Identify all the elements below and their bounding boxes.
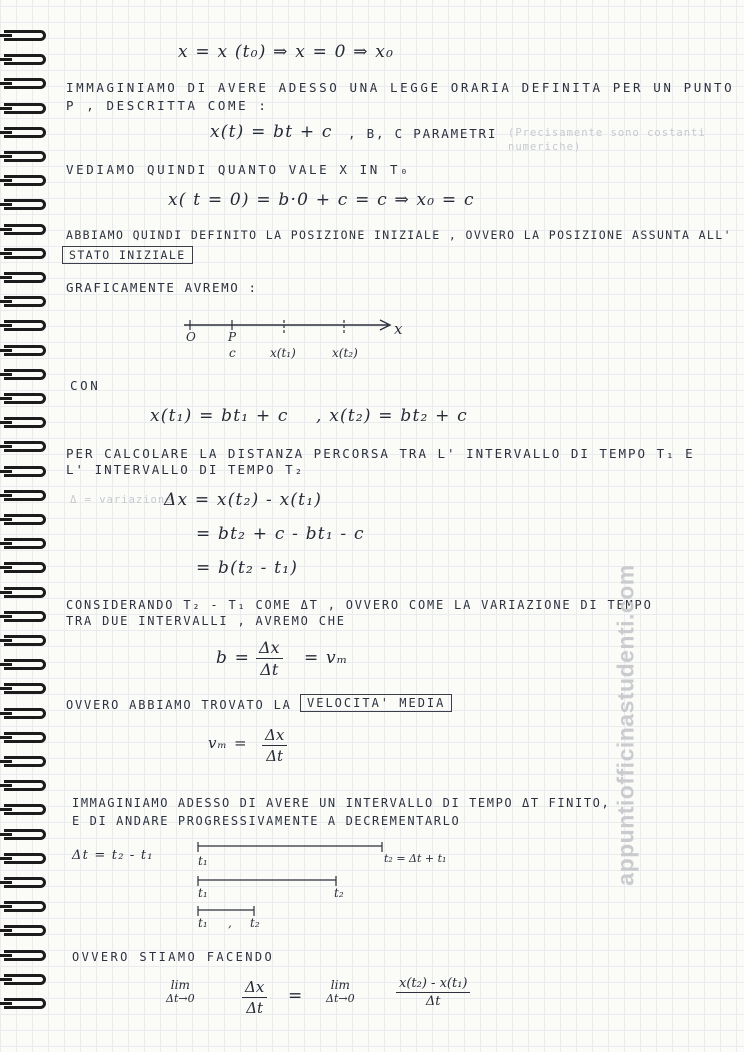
- binding-ring: [4, 683, 46, 694]
- limit-fraction-2: [396, 976, 470, 1009]
- text-line: OVVERO ABBIAMO TROVATO LA: [66, 698, 292, 712]
- binding-ring: [4, 950, 46, 961]
- binding-ring: [4, 78, 46, 89]
- point-label: P: [228, 330, 237, 344]
- limit-subscript: Δt→0: [166, 992, 195, 1005]
- binding-ring: [4, 732, 46, 743]
- delta-x-factored: = b(t₂ - t₁): [196, 558, 299, 578]
- binding-ring: [4, 756, 46, 767]
- binding-ring: [4, 635, 46, 646]
- binding-ring: [4, 272, 46, 283]
- binding-ring: [4, 175, 46, 186]
- initial-position-line: x = x (t₀) ⇒ x = 0 ⇒ x₀: [178, 42, 395, 62]
- binding-ring: [4, 925, 46, 936]
- binding-ring: [4, 853, 46, 864]
- position-axis: [180, 316, 420, 336]
- fraction-denominator: Δt: [260, 660, 279, 679]
- watermark-text: appuntiofficinastudenti.com: [612, 564, 639, 886]
- text-line: P , DESCRITTA COME :: [66, 98, 269, 113]
- text-line: CON: [70, 378, 101, 393]
- limit-equals: =: [288, 986, 304, 1006]
- binding-ring: [4, 974, 46, 985]
- binding-ring: [4, 296, 46, 307]
- text-line: ABBIAMO QUINDI DEFINITO LA POSIZIONE INIZIALE , OVVERO LA POSIZIONE ASSUNTA ALL': [66, 228, 732, 242]
- binding-ring: [4, 901, 46, 912]
- interval-diagram: [196, 840, 396, 920]
- limit-operator-2: [326, 978, 355, 1005]
- text-line: OVVERO STIAMO FACENDO: [72, 950, 275, 964]
- binding-ring: [4, 804, 46, 815]
- text-line: CONSIDERANDO T₂ - T₁ COME ΔT , OVVERO COME LA VARIAZIONE DI TEMPO: [66, 598, 653, 612]
- binding-ring: [4, 587, 46, 598]
- limit-fraction-1: [242, 978, 267, 1017]
- interval-row2-left: t₁: [198, 886, 208, 900]
- interval-row3-right: t₂: [250, 916, 260, 930]
- binding-ring: [4, 224, 46, 235]
- initial-value-formula: x( t = 0) = b·0 + c = c ⇒ x₀ = c: [168, 190, 475, 210]
- binding-ring: [4, 103, 46, 114]
- point-value-label: c: [229, 346, 236, 360]
- limit-subscript: Δt→0: [326, 992, 355, 1005]
- binding-ring: [4, 199, 46, 210]
- fraction-numerator: Δx: [242, 978, 267, 998]
- binding-ring: [4, 54, 46, 65]
- limit-label: lim: [330, 978, 350, 992]
- interval-row3-separator: ,: [228, 916, 232, 930]
- mean-velocity-fraction: [262, 726, 287, 765]
- text-line: E DI ANDARE PROGRESSIVAMENTE A DECREMENTARLO: [72, 814, 461, 828]
- text-line: GRAFICAMENTE AVREMO :: [66, 280, 258, 295]
- text-line: IMMAGINIAMO ADESSO DI AVERE UN INTERVALLO DI TEMPO ΔT FINITO,: [72, 796, 611, 810]
- interval-row3-left: t₁: [198, 916, 208, 930]
- x-t1-label: x(t₁): [270, 346, 296, 360]
- position-t2-formula: , x(t₂) = bt₂ + c: [316, 406, 468, 426]
- binding-ring: [4, 393, 46, 404]
- law-formula: x(t) = bt + c: [210, 122, 333, 142]
- binding-ring: [4, 659, 46, 670]
- binding-ring: [4, 562, 46, 573]
- binding-ring: [4, 490, 46, 501]
- interval-row1-left: t₁: [198, 854, 208, 868]
- boxed-term: STATO INIZIALE: [62, 246, 193, 264]
- fraction-denominator: Δt: [266, 747, 284, 765]
- binding-ring: [4, 345, 46, 356]
- mean-velocity-term: VELOCITA' MEDIA: [300, 694, 452, 712]
- binding-ring: [4, 369, 46, 380]
- binding-ring: [4, 248, 46, 259]
- binding-ring: [4, 538, 46, 549]
- text-line: PER CALCOLARE LA DISTANZA PERCORSA TRA L' INTERVALLO DI TEMPO T₁ E: [66, 446, 695, 461]
- mean-velocity-symbol: = vₘ: [304, 648, 349, 668]
- axis-label: x: [394, 320, 403, 338]
- interval-row1-right: t₂ = Δt + t₁: [384, 852, 447, 865]
- interval-row2-right: t₂: [334, 886, 344, 900]
- x-t2-label: x(t₂): [332, 346, 358, 360]
- faint-annotation: Δ = variazione: [70, 494, 173, 506]
- binding-ring: [4, 466, 46, 477]
- faint-annotation: (Precisamente sono costanti numeriche): [508, 127, 706, 153]
- binding-ring: [4, 30, 46, 41]
- binding-ring: [4, 829, 46, 840]
- law-parameters: , B, C PARAMETRI: [348, 126, 498, 141]
- origin-label: O: [186, 330, 196, 344]
- fraction-numerator: x(t₂) - x(t₁): [396, 976, 470, 993]
- binding-ring: [4, 780, 46, 791]
- limit-label: lim: [170, 978, 190, 992]
- text-line: TRA DUE INTERVALLI , AVREMO CHE: [66, 614, 346, 628]
- mean-velocity-formula: vₘ =: [208, 734, 248, 752]
- binding-ring: [4, 611, 46, 622]
- binding-ring: [4, 127, 46, 138]
- binding-ring: [4, 320, 46, 331]
- binding-ring: [4, 708, 46, 719]
- delta-t-definition: Δt = t₂ - t₁: [72, 848, 154, 863]
- binding-ring: [4, 877, 46, 888]
- binding-ring: [4, 441, 46, 452]
- binding-ring: [4, 151, 46, 162]
- fraction-numerator: Δx: [262, 726, 287, 746]
- binding-ring: [4, 514, 46, 525]
- binding-ring: [4, 998, 46, 1009]
- delta-x-formula: Δx = x(t₂) - x(t₁): [164, 490, 323, 510]
- text-line: IMMAGINIAMO DI AVERE ADESSO UNA LEGGE ORARIA DEFINITA PER UN PUNTO: [66, 80, 735, 95]
- fraction-denominator: Δt: [425, 994, 441, 1009]
- binding-ring: [4, 417, 46, 428]
- watermark: [611, 540, 641, 910]
- limit-operator-1: [166, 978, 195, 1005]
- text-line: VEDIAMO QUINDI QUANTO VALE X IN T₀: [66, 162, 411, 177]
- b-formula: b =: [216, 648, 251, 668]
- fraction-numerator: Δx: [256, 638, 283, 659]
- text-line: L' INTERVALLO DI TEMPO T₂: [66, 462, 305, 477]
- spiral-binding: [0, 30, 52, 1030]
- b-fraction: [256, 638, 283, 679]
- position-t1-formula: x(t₁) = bt₁ + c: [150, 406, 289, 426]
- delta-x-expansion: = bt₂ + c - bt₁ - c: [196, 524, 365, 544]
- fraction-denominator: Δt: [246, 999, 264, 1017]
